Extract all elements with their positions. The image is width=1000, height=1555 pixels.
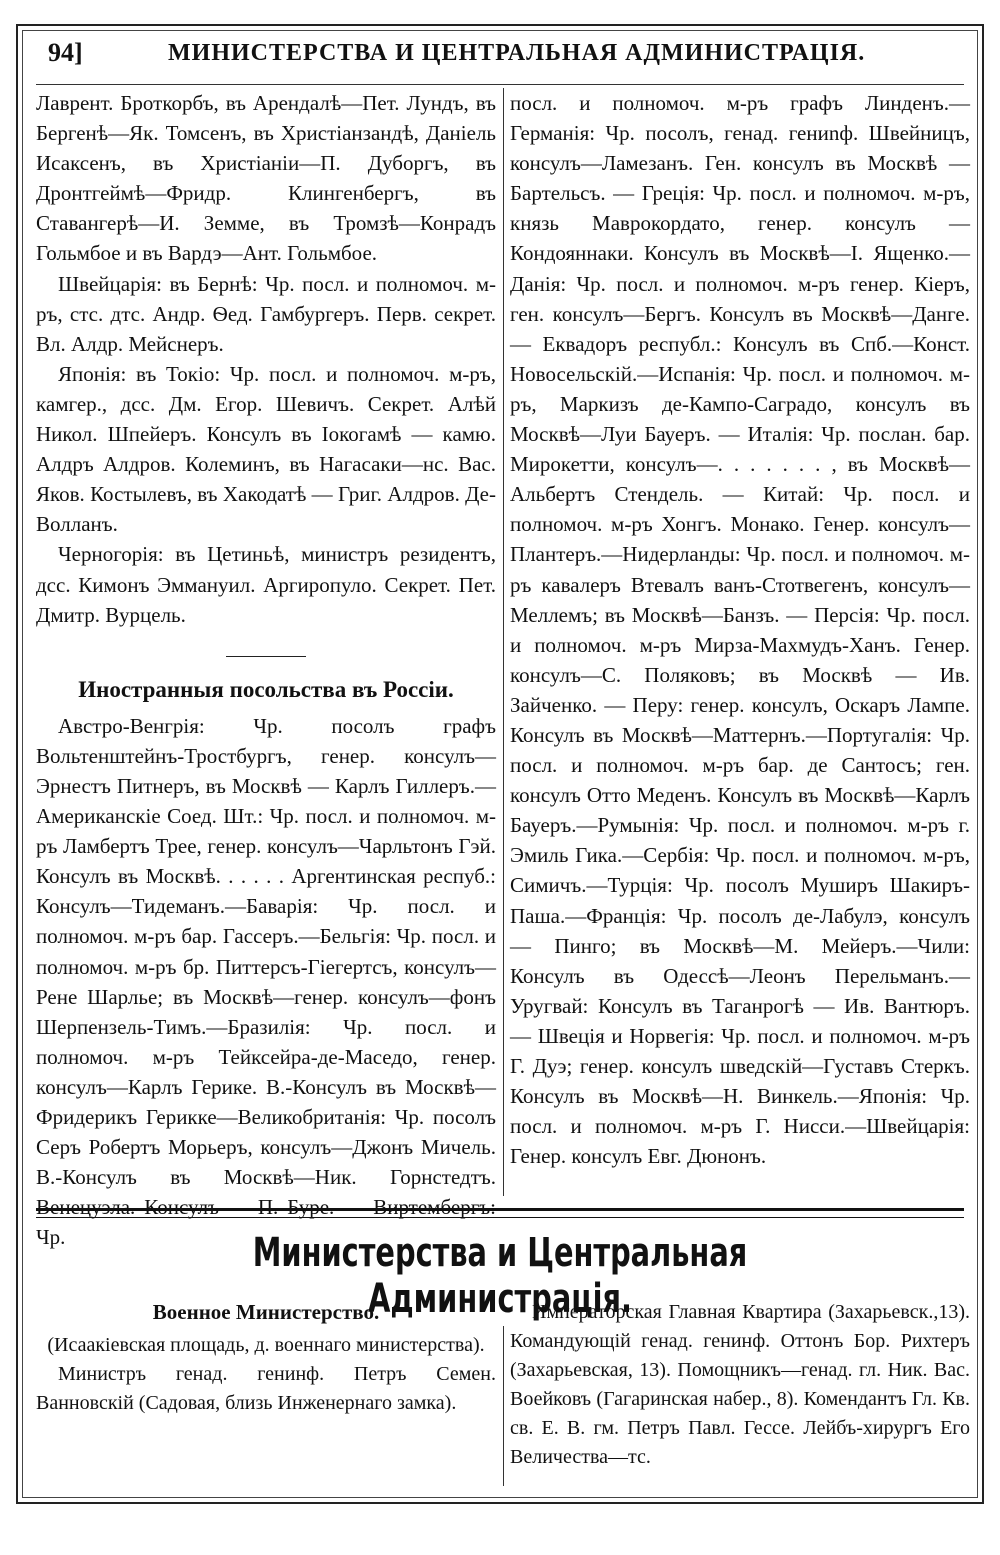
double-rule-separator — [36, 1208, 964, 1218]
war-minister-paragraph: Министръ генад. генинф. Петръ Семен. Ванновскій (Садовая, близь Инженернаго замка). — [36, 1363, 496, 1414]
left-paragraph-switzerland: Швейцарія: въ Бернѣ: Чр. посл. и полномоч. м-ръ, стс. дтс. Андр. Ѳед. Гамбургеръ. Перв. секрет. Вл. Алдр. Мейснеръ. — [36, 271, 496, 356]
imperial-headquarters-paragraph: Императорская Главная Квартира (Захарьевск.,13). Командующій генад. генинф. Оттонъ Бор. Рихтеръ (Захарьевская, 13). Помощникъ—генад. гл. Ник. Вас. Воейковъ (Гагаринская набер., 8). Комендантъ Гл. Кв. св. Е. В. гм. Петръ Павл. Гессе. Лейбъ-хирургъ Его Величества—тс. — [510, 1301, 970, 1468]
left-paragraph-japan: Японія: въ Токіо: Чр. посл. и полномоч. м-ръ, камгер., дсс. Дм. Егор. Шевичъ. Секрет. Алѣй Никол. Шпейеръ. Консулъ въ Іокогамѣ — камю. Алдръ Алдров. Колеминъ, въ Нагасаки—нс. Вас. Яков. Костылевъ, въ Хакодатѣ — Григ. Алдров. Де-Волланъ. — [36, 361, 496, 537]
two-column-body — [36, 88, 970, 1250]
right-paragraph-embassies-continued: посл. и полномоч. м-ръ графъ Линденъ.—Германія: Чр. посолъ, генад. гениnф. Швейницъ, консулъ—Ламезанъ. Ген. консулъ въ Москвѣ — Бартельсъ. — Греція: Чр. посл. и полномоч. м-ръ, князь Маврокордато, генер. консулъ — Кондояннаки. Консулъ въ Москвѣ—І. Ященко.—Данія: Чр. посл. и полномоч. м-ръ генер. Кіеръ, ген. консулъ—Бергъ. Консулъ въ Москвѣ—Данге. — Еквадоръ республ.: Консулъ въ Спб.—Конст. Новосельскій.—Испанія: Чр. посл. и полномоч. м-ръ, Маркизъ де-Кампо-Саградо, консулъ въ Москвѣ—Луи Бауеръ. — Италія: Чр. послан. бар. Мирокетти, консулъ—. . . . . . . , въ Москвѣ—Альбертъ Стендель. — Китай: Чр. посл. и полномоч. м-ръ Хонгъ. Монако. Генер. консулъ—Плантеръ.—Нидерланды: Чр. посл. и полномоч. м-ръ кавалеръ Втевалъ ванъ-Стотвегенъ, консулъ—Меллемъ; въ Москвѣ—Банзъ. — Персія: Чр. посл. и полномоч. м-ръ Мирза-Махмудъ-Ханъ. Генер. консулъ—С. Поляковъ; въ Москвѣ — Ив. Зайченко. — Перу: генер. консулъ, Оскаръ Лампе. Консулъ въ Москвѣ—Маттернъ.—Португалія: Чр. посл. и полномоч. м-ръ бар. де Сантосъ; ген. консулъ Отто Меденъ. Консулъ въ Москвѣ—Карлъ Бауеръ.—Румынія: Чр. посл. и полномоч. м-ръ г. Эмиль Гика.—Сербія: Чр. посл. и полномоч. м-ръ, Симичъ.—Турція: Чр. посолъ Муширъ Шакиръ-Паша.—Франція: Чр. посолъ де-Лабулэ, консулъ — Пинго; въ Москвѣ—М. Мейеръ.—Чили: Консулъ въ Одессѣ—Леонъ Перельманъ.—Уругвай: Консулъ въ Таганрогѣ — Ив. Вантюръ. — Швеція и Норвегія: Чр. посл. и полномоч. м-ръ Г. Дуэ; генер. консулъ шведскій—Густавъ Стеркъ. Консулъ въ Москвѣ—Н. Винкель.—Японія: Чр. посл. и полномоч. м-ръ Г. Нисси.—Швейцарія: Генер. консулъ Евг. Дюнонъ. — [510, 91, 970, 1169]
bottom-column-divider — [503, 1326, 504, 1486]
running-title: МИНИСТЕРСТВА И ЦЕНТРАЛЬНАЯ АДМИНИСТРАЦІЯ. — [168, 40, 866, 66]
bottom-left-column — [36, 1298, 496, 1493]
left-paragraph-1: Лаврент. Броткорбъ, въ Арендалѣ—Пет. Лундъ, въ Бергенѣ—Як. Томсенъ, въ Христіанзандѣ, Даніель Исаксенъ, въ Христіаніи—П. Дуборгъ, въ Дронтгеймѣ—Фридр. Клингенбергъ, въ Ставангерѣ—И. Земме, въ Тромзѣ—Конрадъ Гольмбое и въ Вардэ—Ант. Гольмбое. — [36, 91, 496, 266]
bottom-section-title: Министерства и Центральная Администрація. — [252, 1230, 748, 1322]
section-title-foreign-embassies: Иностранныя посольства въ Россіи. — [78, 676, 454, 702]
bottom-two-column-body — [36, 1298, 970, 1493]
bottom-right-column — [510, 1298, 970, 1493]
war-ministry-title: Военное Министерство. — [152, 1300, 380, 1324]
left-column — [36, 88, 496, 1250]
column-divider — [503, 88, 504, 1196]
right-column — [510, 88, 970, 1196]
war-ministry-address: (Исаакіевская площадь, д. военнаго министерства). — [47, 1334, 485, 1356]
left-paragraph-montenegro: Черногорія: въ Цетиньѣ, министръ резидентъ, дсс. Кимонъ Эммануил. Аргиропуло. Секрет. Пет. Дмитр. Вурцель. — [36, 542, 496, 627]
header-rule — [36, 84, 964, 85]
page-header — [18, 38, 982, 78]
section-separator — [226, 656, 306, 657]
page-number: 94] — [48, 38, 83, 67]
left-paragraph-embassies: Австро-Венгрія: Чр. посолъ графъ Вольтенштейнъ-Тростбургъ, генер. консулъ—Эрнестъ Питнеръ, въ Москвѣ — Карлъ Гиллеръ.—Американскіе Соед. Шт.: Чр. посл. и полномоч. м-ръ Ламбертъ Трее, генер. консулъ—Чарльтонъ Гэй. Консулъ въ Москвѣ. . . . . . Аргентинская респуб.: Консулъ—Тидеманъ.—Баварія: Чр. посл. и полномоч. м-ръ бар. Гассеръ.—Бельгія: Чр. посл. и полномоч. м-ръ бр. Питтерсъ-Гіегертсъ, консулъ—Рене Шарлье; въ Москвѣ—генер. консулъ—фонъ Шерпензель-Тимъ.—Бразилія: Чр. посл. и полномоч. м-ръ Тейксейра-де-Маседо, генер. консулъ—Карлъ Герике. В.-Консулъ въ Москвѣ—Фридерикъ Герикке—Великобританія: Чр. посолъ Серъ Робертъ Морьеръ, консулъ—Джонъ Мичель. В.-Консулъ въ Москвѣ—Ник. Горнстедтъ. Венецуэла. Консулъ — П. Буре. — Виртембергъ: Чр. — [36, 713, 496, 1250]
page-frame — [16, 24, 984, 1504]
